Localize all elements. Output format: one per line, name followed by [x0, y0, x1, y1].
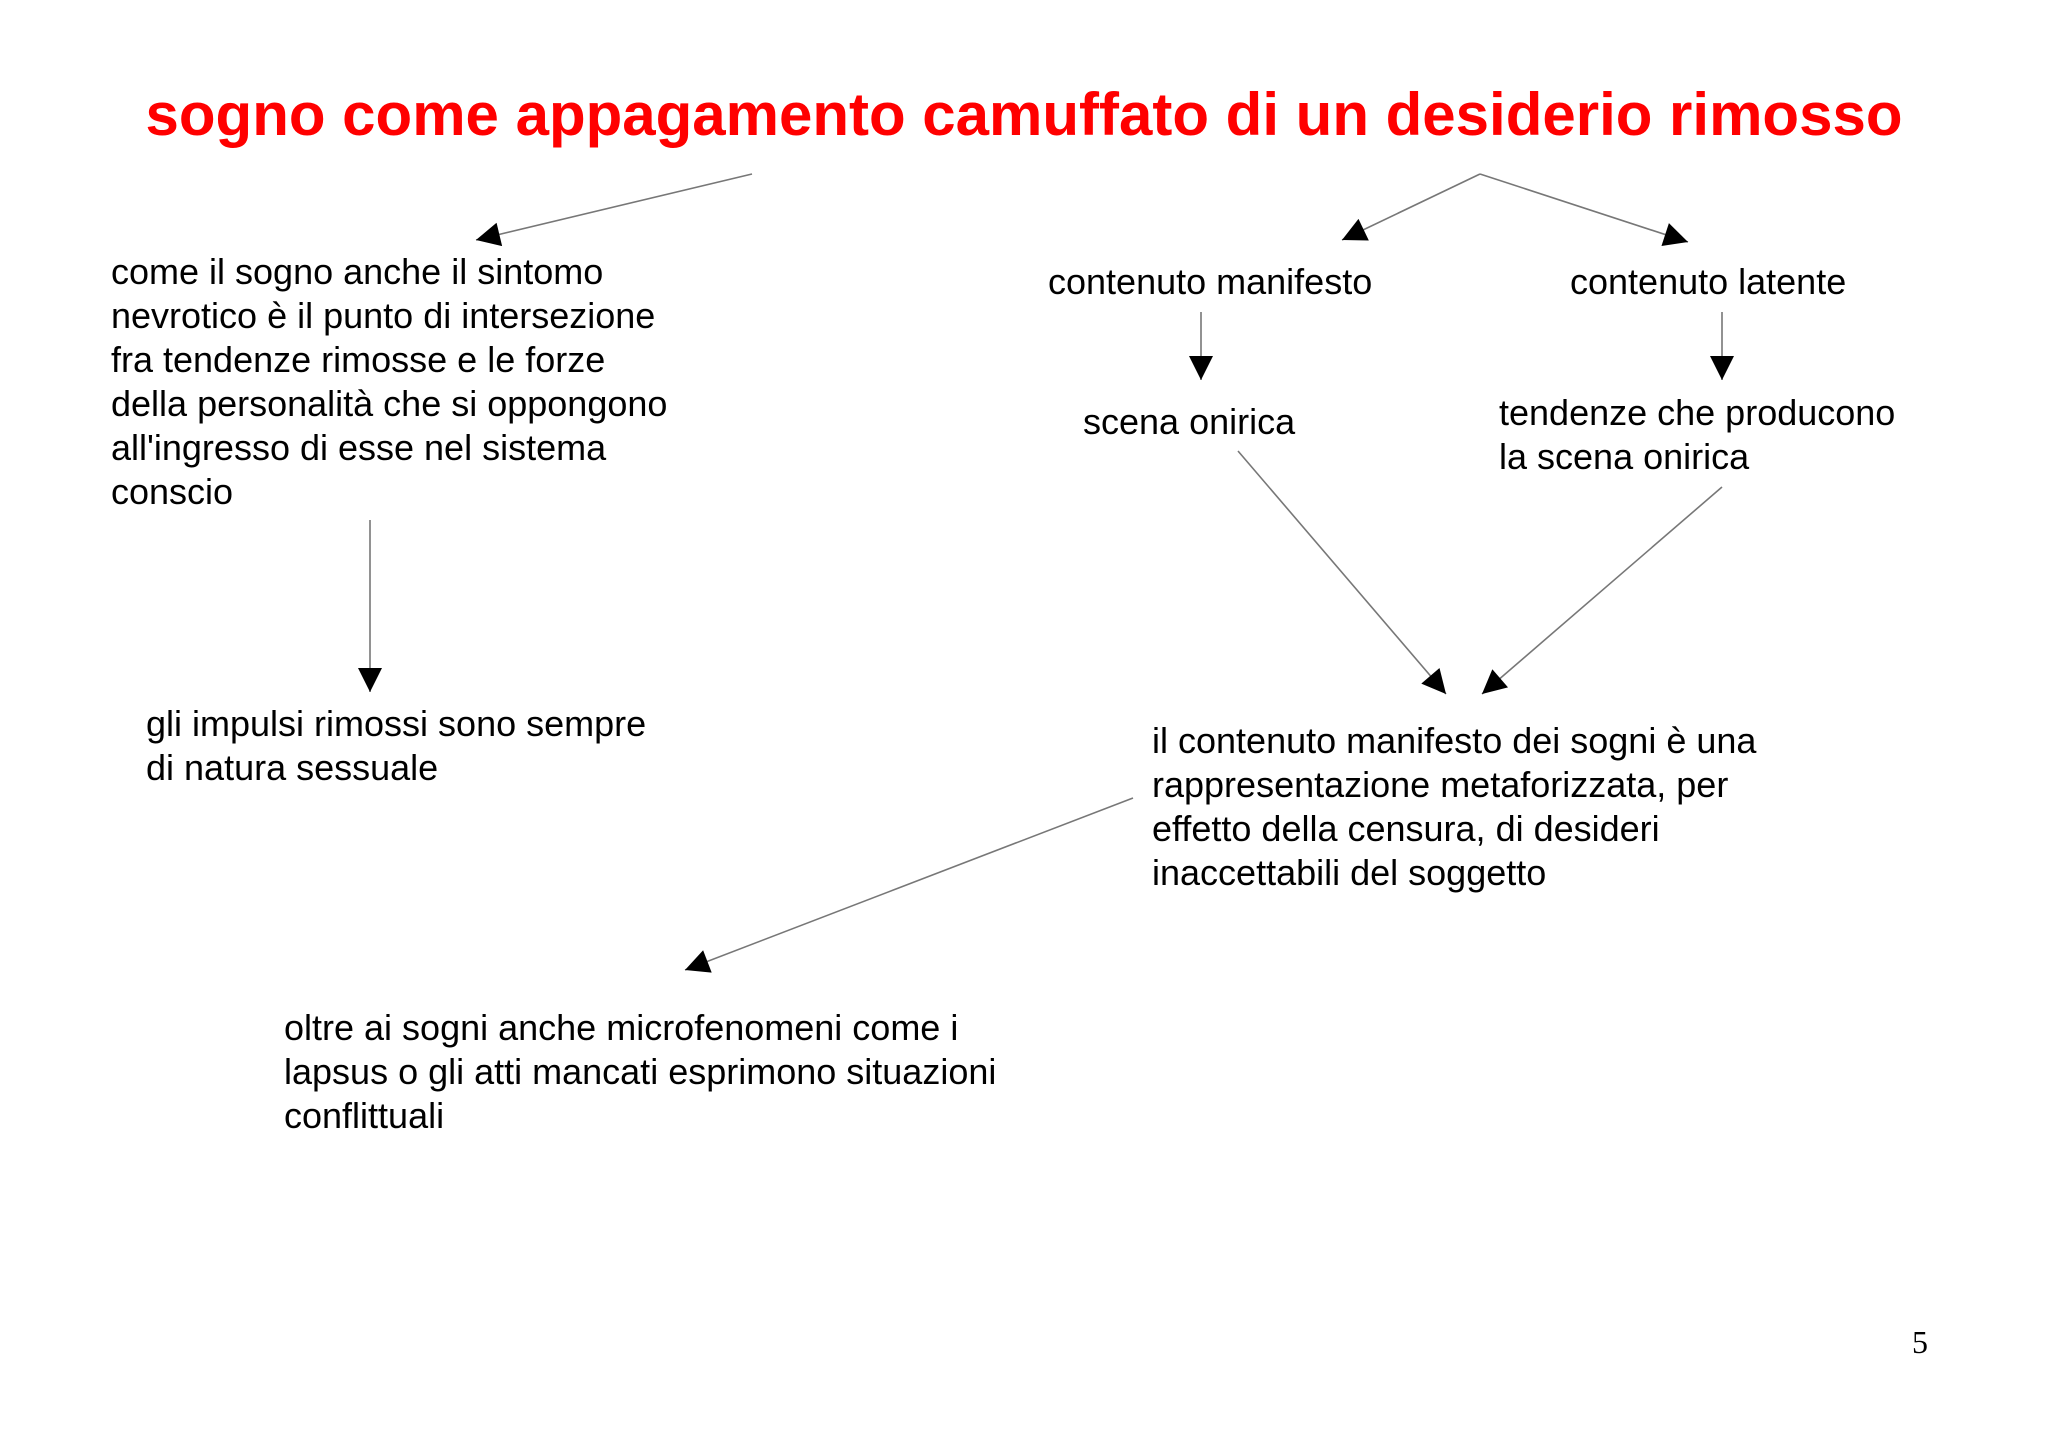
- page-number: 5: [1912, 1324, 1928, 1360]
- arrow-title-to-contenuto-latente: [1480, 174, 1688, 242]
- node-contenuto-manifesto-sogni: il contenuto manifesto dei sogni è una rappresentazione metaforizzata, per effetto della censura, di desideri inaccettabili del soggetto: [1152, 720, 1757, 893]
- arrow-sogni-to-microfenomeni: [685, 798, 1133, 970]
- arrow-title-to-contenuto-manifesto: [1342, 174, 1480, 240]
- node-sintomo-nevrotico: come il sogno anche il sintomo nevrotico è il punto di intersezione fra tendenze rimosse e le forze della personalità che si oppongono all'ingresso di esse nel sistema conscio: [111, 251, 668, 512]
- page-title: sogno come appagamento camuffato di un desiderio rimosso: [145, 81, 1903, 148]
- node-contenuto-latente: contenuto latente: [1570, 261, 1847, 302]
- node-microfenomeni: oltre ai sogni anche microfenomeni come i lapsus o gli atti mancati esprimono situazioni conflittuali: [284, 1007, 997, 1136]
- arrow-title-to-sintomo: [476, 174, 752, 240]
- node-scena-onirica: scena onirica: [1083, 401, 1296, 442]
- node-tendenze: tendenze che producono la scena onirica: [1499, 392, 1896, 477]
- node-contenuto-manifesto: contenuto manifesto: [1048, 261, 1373, 302]
- node-impulsi-rimossi: gli impulsi rimossi sono sempre di natura sessuale: [146, 703, 647, 788]
- arrow-scena-to-sogni: [1238, 451, 1446, 694]
- arrow-tendenze-to-sogni: [1482, 487, 1722, 694]
